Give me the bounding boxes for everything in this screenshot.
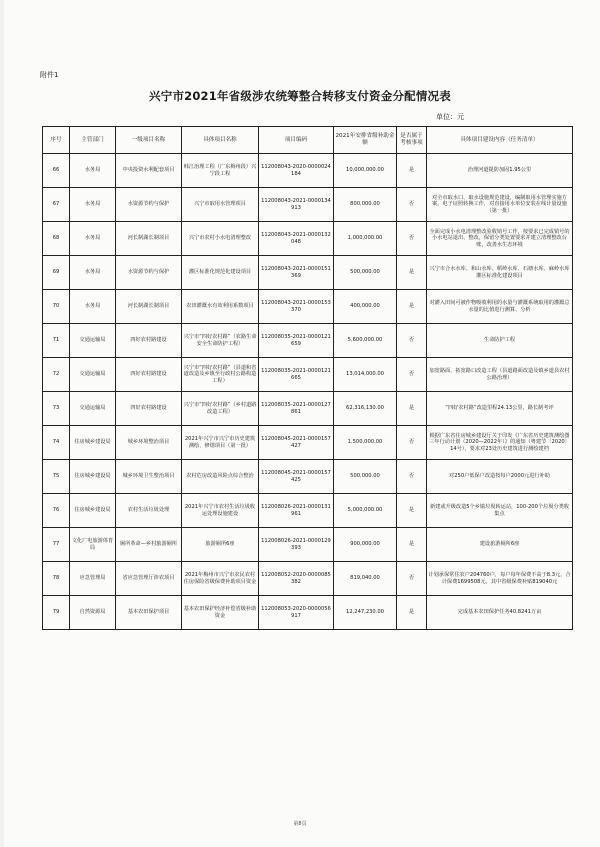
table-row xyxy=(43,596,573,630)
amount-cell: 1,500,000.00 xyxy=(334,426,397,460)
allocation-table xyxy=(42,126,573,630)
project-name-cell: 韩江治理工程（广东梅州段）兴宁段工程 xyxy=(182,154,259,188)
task-content-cell: 建设旅游厕所6座 xyxy=(427,528,573,562)
page-title: 兴宁市2021年省级涉农统筹整合转移支付资金分配情况表 xyxy=(149,89,451,103)
department-cell: 水务局 xyxy=(70,256,116,290)
project-code-cell: 112008043-2021-0000153370 xyxy=(259,290,334,324)
assessment-flag-cell: 是 xyxy=(397,392,427,426)
task-content-cell: 全面完成小水电清理整改验收销号工作，按要求已完成销号的小水电站退出、整改，保留分类处置要求并建立清理整改台账，改善水生态环境 xyxy=(427,222,573,256)
amount-cell: 5,600,000.00 xyxy=(334,324,397,358)
task-content-cell: 根据广东省住房城乡建设厅关于印发《广东省历史建筑测绘图三年行动计划（2020—2022年）》的通知（粤建节〔2020〕14号），要求对23处历史建筑进行测绘建档 xyxy=(427,426,573,460)
row-number: 71 xyxy=(43,324,70,358)
amount-cell: 1,000,000.00 xyxy=(334,222,397,256)
assessment-flag-cell: 否 xyxy=(397,358,427,392)
level1-project-cell: 基本农田保护项目 xyxy=(116,596,182,630)
column-header: 主管部门 xyxy=(70,127,116,154)
department-cell: 水务局 xyxy=(70,188,116,222)
task-content-cell: 对250户低保户改造按每户2000元进行补助 xyxy=(427,460,573,494)
amount-cell: 10,000,000.00 xyxy=(334,154,397,188)
amount-cell: 400,000.00 xyxy=(334,290,397,324)
column-header: 具体项目名称 xyxy=(182,127,259,154)
task-content-cell: 兴宁市合水水库、和山水库、稻岭水库、石塘水库、麻岭水库灌区标准化建设项目 xyxy=(427,256,573,290)
table-row xyxy=(43,188,573,222)
amount-cell: 5,000,000.00 xyxy=(334,494,397,528)
project-name-cell: 兴宁市“四好农村路”（农路生命安全生命防护工程） xyxy=(182,324,259,358)
level1-project-cell: 农村生活垃圾处理 xyxy=(116,494,182,528)
assessment-flag-cell: 否 xyxy=(397,324,427,358)
table-row xyxy=(43,358,573,392)
table-row xyxy=(43,460,573,494)
column-header: 是否属于考核事项 xyxy=(397,127,427,154)
project-name-cell: 农田灌溉水有效利用系数项目 xyxy=(182,290,259,324)
row-number: 76 xyxy=(43,494,70,528)
table-row xyxy=(43,290,573,324)
project-name-cell: 灌区标准化规范化建设项目 xyxy=(182,256,259,290)
level1-project-cell: 河长制湖长制项目 xyxy=(116,290,182,324)
amount-cell: 819,040.00 xyxy=(334,562,397,596)
assessment-flag-cell: 否 xyxy=(397,222,427,256)
department-cell: 水务局 xyxy=(70,290,116,324)
project-name-cell: 兴宁市农村小水电清理整改 xyxy=(182,222,259,256)
assessment-flag-cell: 否 xyxy=(397,460,427,494)
column-header: 具体项目建设内容（任务清单） xyxy=(427,127,573,154)
table-row xyxy=(43,154,573,188)
department-cell: 住房城乡建设局 xyxy=(70,426,116,460)
level1-project-cell: 水资源节约与保护 xyxy=(116,256,182,290)
row-number: 69 xyxy=(43,256,70,290)
project-name-cell: 兴宁市“四好农村路”（乡村道路改造工程） xyxy=(182,392,259,426)
project-code-cell: 112008043-2021-0000132048 xyxy=(259,222,334,256)
amount-cell: 800,000.00 xyxy=(334,188,397,222)
level1-project-cell: 城乡环境整治项目 xyxy=(116,426,182,460)
project-name-cell: 基本农田保护经济补偿省级补助资金 xyxy=(182,596,259,630)
assessment-flag-cell: 是 xyxy=(397,256,427,290)
project-code-cell: 112008053-2020-0000056917 xyxy=(259,596,334,630)
row-number: 75 xyxy=(43,460,70,494)
assessment-flag-cell: 是 xyxy=(397,290,427,324)
task-content-cell: 治理河道提防加固1.95公里 xyxy=(427,154,573,188)
unit-label: 单位：元 xyxy=(436,113,464,121)
column-header: 一级项目名称 xyxy=(116,127,182,154)
task-content-cell: 加宽路面、拓宽路口改造工程（县道路面改造及镇乡道县农村公路治理） xyxy=(427,358,573,392)
level1-project-cell: 四好农村路建设 xyxy=(116,358,182,392)
row-number: 79 xyxy=(43,596,70,630)
row-number: 72 xyxy=(43,358,70,392)
row-number: 78 xyxy=(43,562,70,596)
amount-cell: 500,000.00 xyxy=(334,256,397,290)
table-row xyxy=(43,222,573,256)
department-cell: 住房城乡建设局 xyxy=(70,494,116,528)
task-content-cell: 新建或升级改造5个乡镇垃圾转运站，100-200个垃圾分类收集点 xyxy=(427,494,573,528)
assessment-flag-cell: 否 xyxy=(397,188,427,222)
table-row xyxy=(43,426,573,460)
project-code-cell: 112008043-2021-0000151369 xyxy=(259,256,334,290)
level1-project-cell: 河长制湖长制项目 xyxy=(116,222,182,256)
column-header: 序号 xyxy=(43,127,70,154)
department-cell: 应急管理局 xyxy=(70,562,116,596)
row-number: 68 xyxy=(43,222,70,256)
level1-project-cell: 省应急管理厅涉农项目 xyxy=(116,562,182,596)
project-code-cell: 112008045-2021-0000157427 xyxy=(259,426,334,460)
project-code-cell: 112008035-2021-0000121659 xyxy=(259,324,334,358)
table-row xyxy=(43,392,573,426)
department-cell: 住房城乡建设局 xyxy=(70,460,116,494)
scan-edge-strip xyxy=(0,0,4,847)
amount-cell: 500,000.00 xyxy=(334,460,397,494)
table-row xyxy=(43,494,573,528)
amount-cell: 12,247,230.00 xyxy=(334,596,397,630)
task-content-cell: 生命防护工程 xyxy=(427,324,573,358)
department-cell: 交通运输局 xyxy=(70,324,116,358)
amount-cell: 13,014,000.00 xyxy=(334,358,397,392)
task-content-cell: 完成基本农田保护任务40.8241万亩 xyxy=(427,596,573,630)
project-name-cell: 2021年兴宁市农村生活垃圾收运处理设施建设 xyxy=(182,494,259,528)
row-number: 66 xyxy=(43,154,70,188)
department-cell: 交通运输局 xyxy=(70,392,116,426)
assessment-flag-cell: 是 xyxy=(397,154,427,188)
table-row xyxy=(43,324,573,358)
annex-label: 附件1 xyxy=(40,71,59,79)
row-number: 73 xyxy=(43,392,70,426)
project-name-cell: 兴宁市“四好农村路”（县道和省道改造及乡镇至行政村公路构造工程） xyxy=(182,358,259,392)
row-number: 77 xyxy=(43,528,70,562)
department-cell: 文化广电旅游体育局 xyxy=(70,528,116,562)
project-code-cell: 112008026-2021-0000131961 xyxy=(259,494,334,528)
level1-project-cell: 四好农村路建设 xyxy=(116,392,182,426)
task-content-cell: “四好农村路”改造里程24.13公里，路长制考评 xyxy=(427,392,573,426)
level1-project-cell: 四好农村路建设 xyxy=(116,324,182,358)
project-name-cell: 2021年兴宁市兴宁市历史建筑测绘、修缮项目（第一批） xyxy=(182,426,259,460)
project-code-cell: 112008043-2020-0000024184 xyxy=(259,154,334,188)
assessment-flag-cell: 是 xyxy=(397,528,427,562)
task-content-cell: 对灌入田间可被作物吸收利用的水量与灌溉系统取用的灌溉总水量的比值进行测算、分析 xyxy=(427,290,573,324)
project-code-cell: 112008043-2021-0000134913 xyxy=(259,188,334,222)
table-header-row xyxy=(43,127,573,154)
amount-cell: 62,316,130.00 xyxy=(334,392,397,426)
level1-project-cell: 城乡环境卫生整治项目 xyxy=(116,460,182,494)
project-name-cell: 农村危房改造风险点综合整治 xyxy=(182,460,259,494)
amount-cell: 900,000.00 xyxy=(334,528,397,562)
project-code-cell: 112008045-2021-0000157425 xyxy=(259,460,334,494)
project-code-cell: 112008052-2020-0000085382 xyxy=(259,562,334,596)
department-cell: 自然资源局 xyxy=(70,596,116,630)
assessment-flag-cell: 否 xyxy=(397,426,427,460)
level1-project-cell: 中央投资水利配套项目 xyxy=(116,154,182,188)
table-row xyxy=(43,528,573,562)
project-name-cell: 2021年梅州市兴宁市农民农村住房保险省级保费补助项目资金 xyxy=(182,562,259,596)
row-number: 74 xyxy=(43,426,70,460)
page-number: 第8页 xyxy=(293,821,307,827)
column-header: 项目编码 xyxy=(259,127,334,154)
project-name-cell: 兴宁市取用水管理项目 xyxy=(182,188,259,222)
department-cell: 交通运输局 xyxy=(70,358,116,392)
project-code-cell: 112008035-2021-0000127861 xyxy=(259,392,334,426)
column-header: 2021年安排省级补助金额 xyxy=(334,127,397,154)
assessment-flag-cell: 是 xyxy=(397,596,427,630)
assessment-flag-cell: 是 xyxy=(397,494,427,528)
table-row xyxy=(43,562,573,596)
level1-project-cell: 水资源节约与保护 xyxy=(116,188,182,222)
department-cell: 水务局 xyxy=(70,154,116,188)
table-row xyxy=(43,256,573,290)
project-code-cell: 112008035-2021-0000121665 xyxy=(259,358,334,392)
project-name-cell: 旅游厕所6座 xyxy=(182,528,259,562)
row-number: 70 xyxy=(43,290,70,324)
department-cell: 水务局 xyxy=(70,222,116,256)
task-content-cell: 计划承保常住农户204760户，每户每年保费不高于8.3元，合计保费1699508元，其中省级保费补贴819040元 xyxy=(427,562,573,596)
row-number: 67 xyxy=(43,188,70,222)
assessment-flag-cell: 否 xyxy=(397,562,427,596)
level1-project-cell: 厕所革命—乡村旅游厕所 xyxy=(116,528,182,562)
task-content-cell: 对全市取水口、取水设施规范建设，编制取用水管理实施方案，电子证照转换工作，对直接用水单位安装在线计量设施（第一批） xyxy=(427,188,573,222)
project-code-cell: 112008026-2021-0000129393 xyxy=(259,528,334,562)
